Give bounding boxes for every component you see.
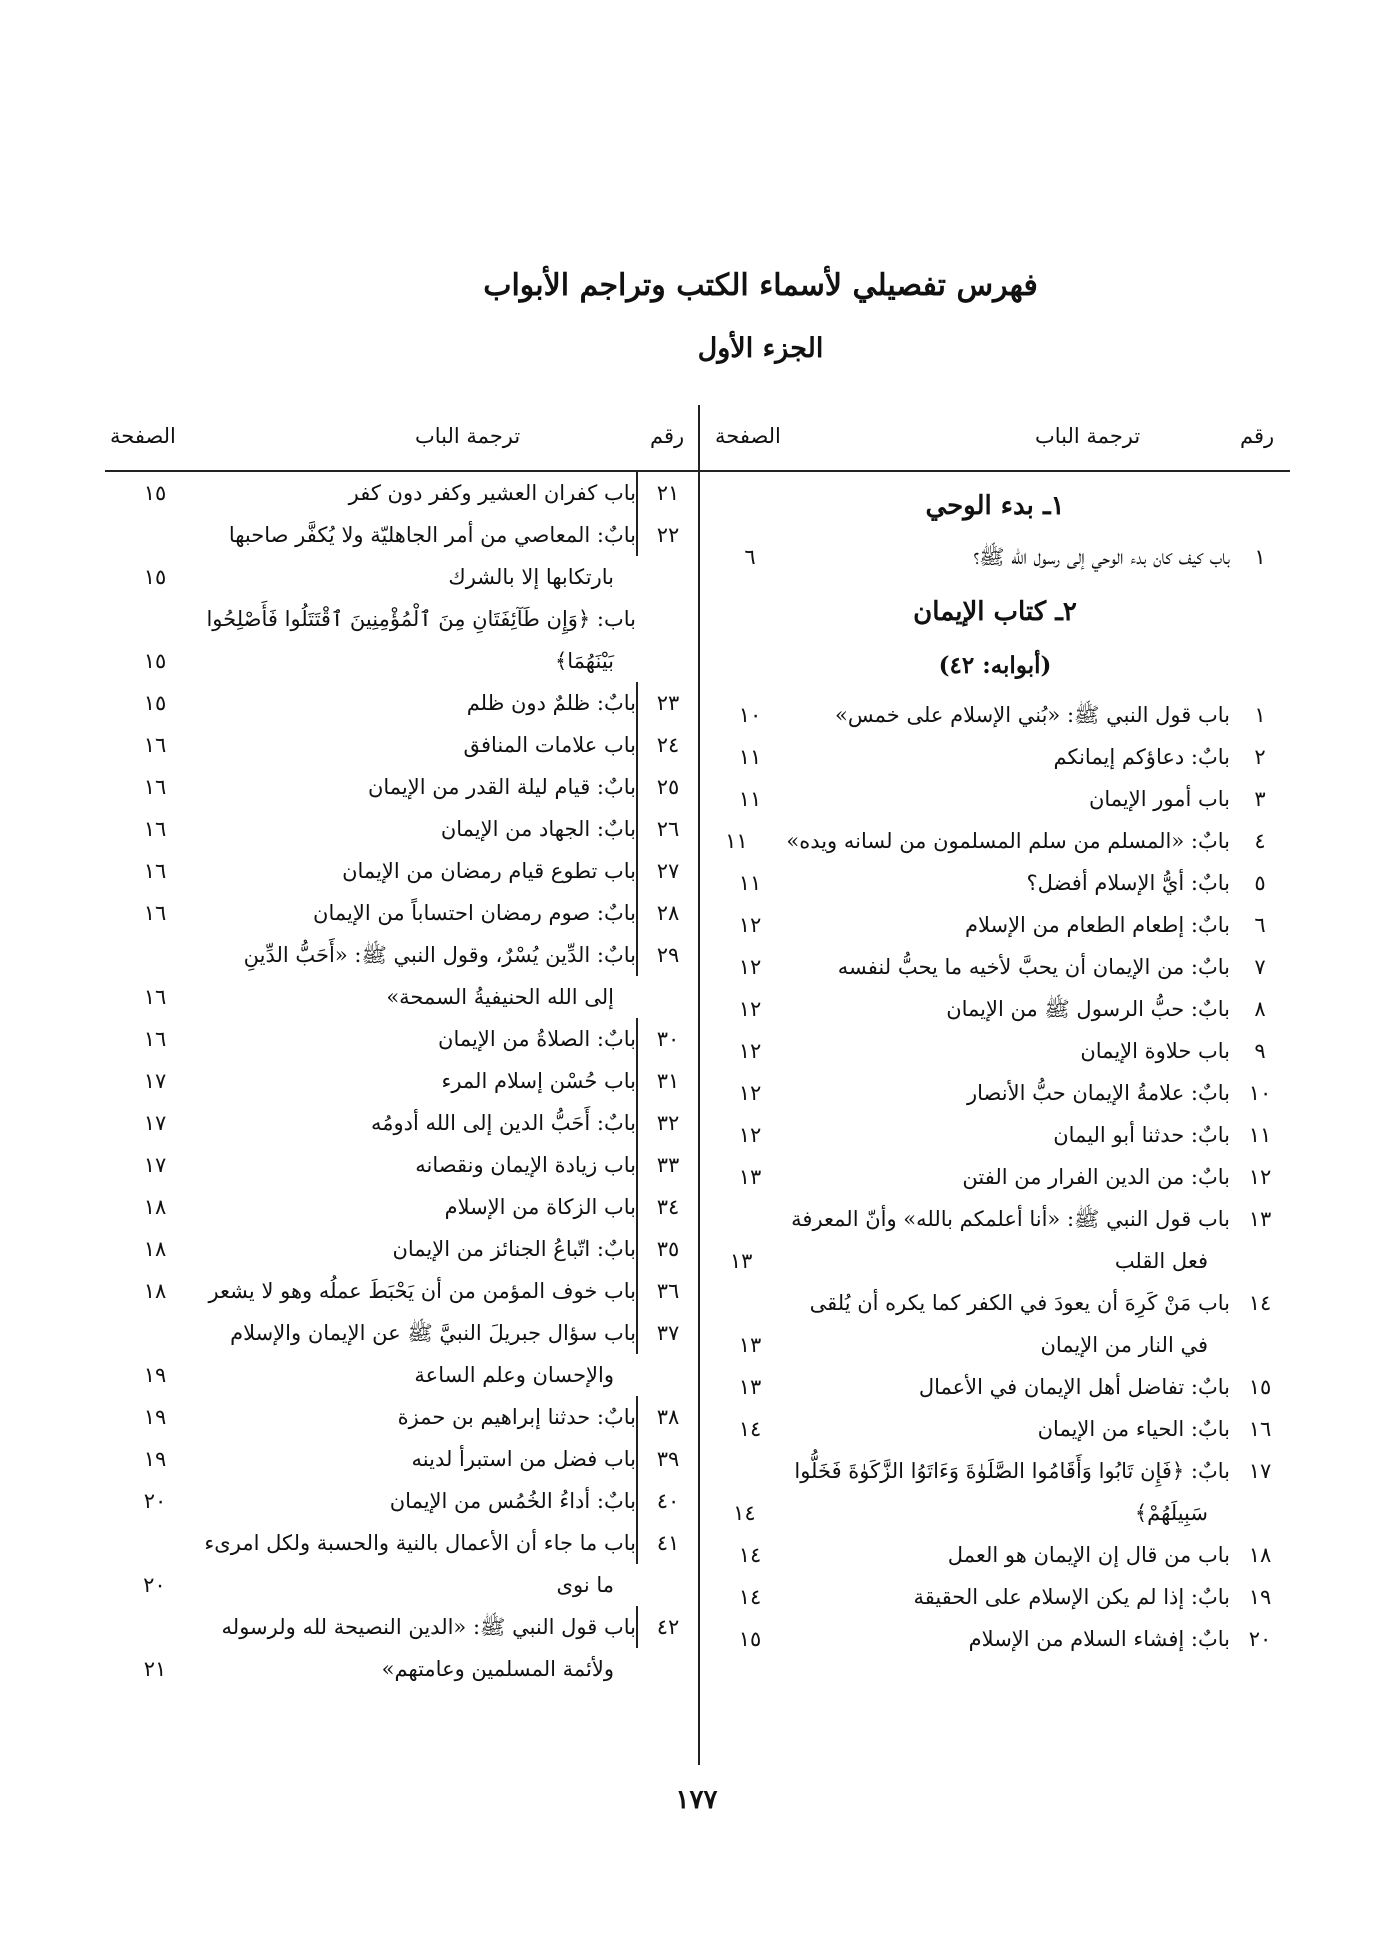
entry-title — [800, 904, 1230, 946]
entry-page: ١١ — [725, 829, 748, 853]
toc-row — [700, 1282, 1290, 1366]
entry-page: ١١ — [738, 787, 762, 811]
entry-title-line: بابٌ: حبُّ الرسول ﷺ من الإيمان — [946, 997, 1230, 1021]
entry-title-line: في النار من الإيمان — [1040, 1333, 1208, 1357]
toc-row — [700, 820, 1290, 862]
toc-row — [105, 1144, 698, 1186]
entry-title — [205, 1018, 636, 1060]
entry-title-line: بابٌ: إطعام الطعام من الإسلام — [964, 913, 1230, 937]
section-heading-revelation: ١ـ بدء الوحي — [925, 491, 1065, 521]
entry-page: ١٧ — [143, 1111, 167, 1135]
entry-page: ١٤ — [738, 1585, 762, 1609]
entry-page: ١٣ — [738, 1375, 762, 1399]
entry-title-line: بابٌ: أَحَبُّ الدين إلى الله أدومُه — [370, 1111, 636, 1135]
entry-title — [205, 1396, 636, 1438]
entry-page: ١٩ — [143, 1363, 167, 1387]
entry-title — [800, 988, 1230, 1030]
entry-number: ٤٠ — [636, 1480, 698, 1522]
entry-page: ٢٠ — [143, 1489, 167, 1513]
toc-row — [105, 1186, 698, 1228]
entry-page: ١٩ — [143, 1405, 167, 1429]
entry-title — [205, 514, 636, 598]
entry-title-line: بابٌ: الصلاةُ من الإيمان — [438, 1027, 636, 1051]
entry-title — [800, 862, 1230, 904]
entry-page: ١٦ — [143, 985, 167, 1009]
entry-title-line: بابٌ: المعاصي من أمر الجاهليّة ولا يُكفَّر صاحبها — [228, 523, 636, 547]
entry-number: ٣٧ — [636, 1312, 698, 1354]
entry-title — [800, 736, 1230, 778]
entry-page: ١٩ — [143, 1447, 167, 1471]
entry-title — [205, 850, 636, 892]
toc-row — [700, 1198, 1290, 1282]
entry-title — [800, 778, 1230, 820]
entry-title-line: بابٌ: إفشاء السلام من الإسلام — [968, 1627, 1230, 1651]
entry-title — [800, 1408, 1230, 1450]
entry-page: ١٢ — [738, 1123, 762, 1147]
entry-title — [800, 694, 1230, 736]
toc-row — [105, 850, 698, 892]
entry-title — [205, 1102, 636, 1144]
entry-title-line: باب: ﴿وَإِن طَآئِفَتَانِ مِنَ ٱلْمُؤْمِنِينَ ٱقْتَتَلُوا فَأَصْلِحُوا — [206, 607, 636, 631]
toc-row — [700, 1450, 1290, 1534]
entry-title-line: بابٌ: حدثنا أبو اليمان — [1053, 1123, 1230, 1147]
entry-title-line: باب زيادة الإيمان ونقصانه — [415, 1153, 636, 1177]
entry-number: ١١ — [1248, 1123, 1272, 1147]
entry-title — [205, 1438, 636, 1480]
toc-row — [105, 1060, 698, 1102]
entry-number: ٣٤ — [636, 1186, 698, 1228]
entry-page: ١٧ — [143, 1153, 167, 1177]
entry-page: ١٣ — [738, 1333, 762, 1357]
entry-number: ٥ — [1254, 871, 1266, 895]
entry-title-line: فعل القلب — [1114, 1249, 1208, 1273]
entry-page: ١٢ — [738, 955, 762, 979]
entry-number: ١٠ — [1248, 1081, 1272, 1105]
toc-row — [700, 988, 1290, 1030]
page-title: فهرس تفصيلي لأسماء الكتب وتراجم الأبواب — [483, 268, 1038, 303]
entry-title — [800, 1534, 1230, 1576]
entry-title-line: بابٌ: الحياء من الإيمان — [1037, 1417, 1230, 1441]
entry-page: ١٦ — [143, 733, 167, 757]
entry-title-line: بابٌ: حدثنا إبراهيم بن حمزة — [397, 1405, 636, 1429]
entry-number: ٣١ — [636, 1060, 698, 1102]
entry-number: ٢٤ — [636, 724, 698, 766]
right-header-page: الصفحة — [715, 424, 781, 448]
entry-title-line: بابٌ: من الإيمان أن يحبَّ لأخيه ما يحبُّ لنفسه — [837, 955, 1230, 979]
entry-number: ١٣ — [1248, 1207, 1272, 1231]
entry-page: ١٦ — [143, 901, 167, 925]
toc-row — [105, 1438, 698, 1480]
entry-number: ٤٢ — [636, 1606, 698, 1648]
right-header-chapter: ترجمة الباب — [1035, 424, 1141, 448]
part-title: الجزء الأول — [697, 333, 824, 364]
entry-title-line: باب قول النبي ﷺ: «الدين النصيحة لله ولرسوله — [221, 1615, 636, 1639]
toc-row — [700, 1534, 1290, 1576]
toc-row — [105, 934, 698, 1018]
entry-title — [791, 1198, 1230, 1282]
entry-number: ١ — [1254, 703, 1266, 727]
entry-title-line: باب حلاوة الإيمان — [1080, 1039, 1230, 1063]
entry-title — [205, 1228, 636, 1270]
entry-title — [205, 1144, 636, 1186]
toc-row — [105, 1480, 698, 1522]
entry-title-line: باب كفران العشير وكفر دون كفر — [348, 481, 636, 505]
entry-page: ١٤ — [733, 1501, 756, 1525]
toc-row — [105, 1228, 698, 1270]
entry-page: ١٣ — [738, 1165, 762, 1189]
entry-title-line: باب فضل من استبرأ لدينه — [411, 1447, 636, 1471]
entry-title-line: باب قول النبي ﷺ: «بُني الإسلام على خمس» — [835, 703, 1230, 727]
entry-title — [205, 598, 636, 682]
toc-row — [700, 946, 1290, 988]
toc-row — [105, 1396, 698, 1438]
toc-row — [105, 1312, 698, 1396]
entry-page: ١٥ — [143, 481, 167, 505]
entry-title — [800, 1282, 1230, 1366]
left-header-page: الصفحة — [110, 424, 176, 448]
entry-number: ١٢ — [1248, 1165, 1272, 1189]
entry-number: ٧ — [1254, 955, 1266, 979]
entry-page: ١٦ — [143, 859, 167, 883]
entry-page: ١٢ — [738, 1039, 762, 1063]
entry-title-line: باب خوف المؤمن من أن يَحْبَطَ عملُه وهو لا يشعر — [208, 1279, 636, 1303]
entry-title — [800, 1576, 1230, 1618]
entry-title-line: باب كيف كان بدء الوحي إلى رسول الله ﷺ؟ — [973, 545, 1230, 569]
entry-title-line: بابٌ: الدِّين يُسْرٌ، وقول النبي ﷺ: «أَحَبُّ الدِّينِ — [243, 943, 636, 967]
entry-number: ٢٩ — [636, 934, 698, 976]
toc-row — [105, 682, 698, 724]
entry-title — [800, 1156, 1230, 1198]
entry-title-line: بابٌ: تفاضل أهل الإيمان في الأعمال — [918, 1375, 1230, 1399]
entry-title-line: باب أمور الإيمان — [1088, 787, 1230, 811]
entry-page: ٦ — [744, 545, 756, 569]
entry-title-line: باب علامات المنافق — [463, 733, 636, 757]
entry-title-line: بابٌ: الجهاد من الإيمان — [440, 817, 636, 841]
entry-number: ٦ — [1254, 913, 1266, 937]
entry-number: ١٧ — [1248, 1459, 1272, 1483]
entry-number: ٢٣ — [636, 682, 698, 724]
toc-row — [105, 1018, 698, 1060]
entry-title — [205, 682, 636, 724]
toc-row — [700, 1114, 1290, 1156]
right-column — [700, 472, 1290, 1660]
entry-page: ١٨ — [143, 1279, 167, 1303]
entry-title-line: بابٌ: «المسلم من سلم المسلمون من لسانه ويده» — [786, 829, 1230, 853]
entry-number: ٤ — [1254, 829, 1266, 853]
entry-number: ٢٨ — [636, 892, 698, 934]
entry-page: ١٥ — [143, 565, 167, 589]
entry-page: ١٥ — [738, 1627, 762, 1651]
entry-title-line: بابٌ: علامةُ الإيمان حبُّ الأنصار — [967, 1081, 1230, 1105]
entry-title — [205, 472, 636, 514]
entry-title — [204, 1522, 636, 1606]
entry-title-line: باب ما جاء أن الأعمال بالنية والحسبة ولكل امرىء — [204, 1531, 636, 1555]
entry-number: ١٨ — [1248, 1543, 1272, 1567]
entry-title-line: بابٌ: دعاؤكم إيمانكم — [1053, 745, 1230, 769]
entry-title — [800, 1072, 1230, 1114]
entry-title — [205, 1060, 636, 1102]
entry-title — [205, 934, 636, 1018]
toc-row — [700, 1072, 1290, 1114]
toc-row — [105, 1102, 698, 1144]
entry-title — [205, 892, 636, 934]
toc-row — [700, 736, 1290, 778]
entry-page: ١٨ — [143, 1195, 167, 1219]
entry-title-line: بابٌ: اتّباعُ الجنائز من الإيمان — [392, 1237, 636, 1261]
entry-title-line: سَبِيلَهُمْ﴾ — [1134, 1501, 1208, 1525]
toc-row — [105, 472, 698, 514]
entry-page: ١٥ — [143, 691, 167, 715]
entry-page: ١٢ — [738, 1081, 762, 1105]
entry-number: ٣٦ — [636, 1270, 698, 1312]
toc-row — [700, 1030, 1290, 1072]
page-number: ١٧٧ — [675, 1785, 718, 1815]
entry-page: ١٤ — [738, 1543, 762, 1567]
entry-title-line: بابٌ: إذا لم يكن الإسلام على الحقيقة — [913, 1585, 1230, 1609]
entry-number: ٣ — [1254, 787, 1266, 811]
entry-page: ١٦ — [143, 775, 167, 799]
entry-title — [205, 1606, 636, 1690]
toc-row — [700, 904, 1290, 946]
entry-title-line: بابٌ: قيام ليلة القدر من الإيمان — [367, 775, 636, 799]
entry-title — [205, 808, 636, 850]
toc-row — [700, 1366, 1290, 1408]
entry-title-line: بارتكابها إلا بالشرك — [448, 565, 614, 589]
toc-row — [105, 598, 698, 682]
entry-number: ١٦ — [1248, 1417, 1272, 1441]
entry-title-line: بَيْنَهُمَا﴾ — [554, 649, 614, 673]
entry-page: ١٦ — [143, 817, 167, 841]
left-header-chapter: ترجمة الباب — [415, 424, 521, 448]
left-header-number: رقم — [650, 424, 685, 448]
entry-title-line: بابٌ: صوم رمضان احتساباً من الإيمان — [313, 901, 636, 925]
toc-row — [700, 694, 1290, 736]
entry-title-line: بابٌ: من الدين الفرار من الفتن — [962, 1165, 1230, 1189]
entry-title — [800, 1366, 1230, 1408]
entry-title-line: باب قول النبي ﷺ: «أنا أعلمكم بالله» وأنّ المعرفة — [791, 1207, 1230, 1231]
entry-title — [800, 1030, 1230, 1072]
entry-page: ١٨ — [143, 1237, 167, 1261]
entry-number: ١ — [1254, 545, 1266, 569]
toc-row — [700, 1576, 1290, 1618]
entry-title-line: ولأئمة المسلمين وعامتهم» — [381, 1657, 614, 1681]
entry-number: ١٩ — [1248, 1585, 1272, 1609]
entry-number: ٣٥ — [636, 1228, 698, 1270]
entry-number: ٩ — [1254, 1039, 1266, 1063]
entry-title — [786, 820, 1230, 862]
entry-title-line: باب حُسْن إسلام المرء — [441, 1069, 636, 1093]
toc-row — [700, 1156, 1290, 1198]
left-column — [105, 472, 698, 1690]
entry-page: ١١ — [738, 871, 762, 895]
entry-number: ٨ — [1254, 997, 1266, 1021]
entry-number: ٢٠ — [1248, 1627, 1272, 1651]
toc-row — [700, 862, 1290, 904]
entry-title — [800, 1618, 1230, 1660]
entry-title — [205, 766, 636, 808]
entry-page: ١١ — [738, 745, 762, 769]
section-chapter-count: (أبوابه: ٤٢) — [938, 652, 1052, 679]
entry-page: ١٣ — [729, 1249, 753, 1273]
entry-title-line: إلى الله الحنيفيةُ السمحة» — [386, 985, 614, 1009]
entry-number: ٣٨ — [636, 1396, 698, 1438]
entry-title — [794, 1450, 1230, 1534]
entry-number: ٣٢ — [636, 1102, 698, 1144]
entry-page: ١٤ — [738, 1417, 762, 1441]
entry-number: ١٥ — [1248, 1375, 1272, 1399]
entry-page: ١٢ — [738, 913, 762, 937]
entry-title-line: بابٌ: ظلمٌ دون ظلم — [466, 691, 636, 715]
toc-row — [105, 766, 698, 808]
entry-number: ٣٩ — [636, 1438, 698, 1480]
entry-title-line: بابٌ: أداءُ الخُمُس من الإيمان — [389, 1489, 636, 1513]
entry-page: ١٥ — [143, 649, 167, 673]
entry-title — [800, 946, 1230, 988]
entry-title — [205, 1270, 636, 1312]
entry-title-line: باب سؤال جبريلَ النبيَّ ﷺ عن الإيمان والإسلام — [230, 1321, 636, 1345]
entry-title-line: باب تطوع قيام رمضان من الإيمان — [342, 859, 636, 883]
entry-number: ٣٣ — [636, 1144, 698, 1186]
entry-title — [205, 724, 636, 766]
entry-page: ١٢ — [738, 997, 762, 1021]
toc-row — [105, 1522, 698, 1606]
entry-title-line: ما نوى — [556, 1573, 614, 1597]
toc-row — [700, 1408, 1290, 1450]
entry-title — [800, 1114, 1230, 1156]
entry-title — [205, 1312, 636, 1396]
entry-number: ٢ — [1254, 745, 1266, 769]
toc-row — [105, 514, 698, 598]
entry-title-line: والإحسان وعلم الساعة — [414, 1363, 614, 1387]
toc-row — [105, 1270, 698, 1312]
entry-number: ٢١ — [636, 472, 698, 514]
entry-title-line: بابٌ: أيُّ الإسلام أفضل؟ — [1026, 871, 1230, 895]
entry-number: ٢٢ — [636, 514, 698, 556]
toc-row — [700, 1618, 1290, 1660]
entry-page: ١٧ — [143, 1069, 167, 1093]
entry-page: ١٠ — [738, 703, 762, 727]
entry-number: ١٤ — [1248, 1291, 1272, 1315]
entry-title-line: باب مَنْ كَرِهَ أن يعودَ في الكفر كما يكره أن يُلقى — [809, 1291, 1230, 1315]
entry-page: ٢٠ — [143, 1573, 166, 1597]
entry-title — [800, 536, 1230, 578]
entry-title — [205, 1480, 636, 1522]
entry-title — [205, 1186, 636, 1228]
entry-number: ٣٠ — [636, 1018, 698, 1060]
entry-number: ٢٦ — [636, 808, 698, 850]
entry-page: ٢١ — [143, 1657, 167, 1681]
entry-number: ٢٧ — [636, 850, 698, 892]
toc-row — [105, 1606, 698, 1690]
entry-number: ٤١ — [636, 1522, 698, 1564]
entry-title-line: باب من قال إن الإيمان هو العمل — [947, 1543, 1230, 1567]
entry-title-line: باب الزكاة من الإسلام — [444, 1195, 636, 1219]
toc-row — [105, 724, 698, 766]
toc-row — [105, 892, 698, 934]
toc-row — [700, 778, 1290, 820]
toc-row — [105, 808, 698, 850]
section-heading-faith: ٢ـ كتاب الإيمان — [913, 597, 1077, 627]
entry-number: ٢٥ — [636, 766, 698, 808]
toc-row — [700, 536, 1290, 578]
entry-title-line: بابٌ: ﴿فَإِن تَابُوا وَأَقَامُوا الصَّلَوٰةَ وَءَاتَوُا الزَّكَوٰةَ فَخَلُّوا — [794, 1459, 1230, 1483]
right-header-number: رقم — [1240, 424, 1275, 448]
entry-page: ١٦ — [143, 1027, 167, 1051]
